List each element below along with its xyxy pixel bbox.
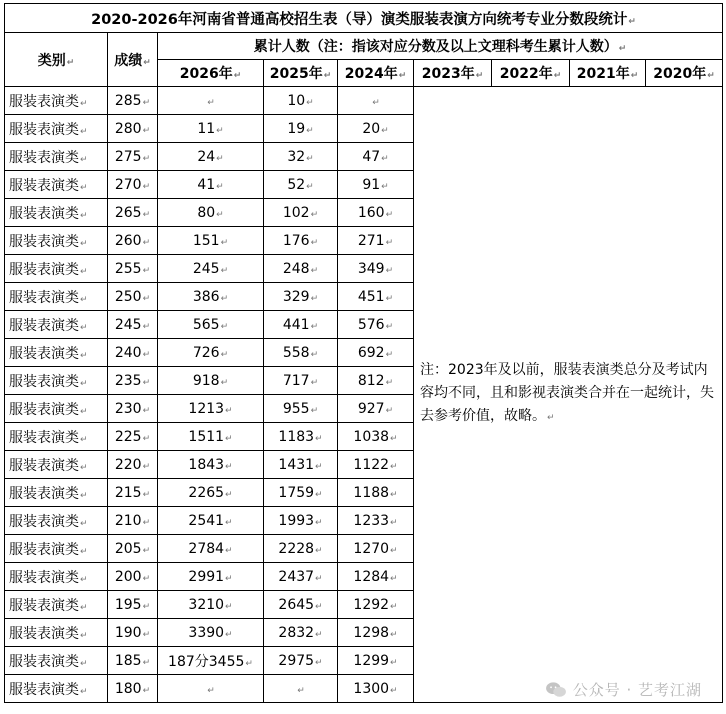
cell-score: 270↵ <box>108 171 158 199</box>
cell-2025: 19↵ <box>264 115 338 143</box>
cell-2024: 1122↵ <box>338 451 414 479</box>
cell-score: 190↵ <box>108 619 158 647</box>
cell-category: 服装表演类↵ <box>5 227 108 255</box>
header-year-2020: 2020年↵ <box>646 60 723 87</box>
cell-2025: 717↵ <box>264 367 338 395</box>
cell-2025: 248↵ <box>264 255 338 283</box>
cell-score: 225↵ <box>108 423 158 451</box>
cell-2024: 1292↵ <box>338 591 414 619</box>
cell-2026: 918↵ <box>158 367 264 395</box>
cell-category: 服装表演类↵ <box>5 143 108 171</box>
cell-2025: 2832↵ <box>264 619 338 647</box>
cell-2024: 271↵ <box>338 227 414 255</box>
table-title: 2020-2026年河南省普通高校招生表（导）演类服装表演方向统考专业分数段统计↵ <box>5 4 723 33</box>
cell-score: 255↵ <box>108 255 158 283</box>
header-year-2026: 2026年↵ <box>158 60 264 87</box>
cell-2025: 1431↵ <box>264 451 338 479</box>
cell-2026: 2265↵ <box>158 479 264 507</box>
cell-score: 245↵ <box>108 311 158 339</box>
cell-2024: 1233↵ <box>338 507 414 535</box>
cell-2025: 102↵ <box>264 199 338 227</box>
cell-2025: 441↵ <box>264 311 338 339</box>
cell-score: 230↵ <box>108 395 158 423</box>
cell-category: 服装表演类↵ <box>5 311 108 339</box>
cell-score: 205↵ <box>108 535 158 563</box>
cell-category: 服装表演类↵ <box>5 451 108 479</box>
cell-2025: 1759↵ <box>264 479 338 507</box>
cell-2024: 692↵ <box>338 339 414 367</box>
cell-score: 285↵ <box>108 87 158 115</box>
cell-2024: 91↵ <box>338 171 414 199</box>
cell-2026: 187分3455↵ <box>158 647 264 675</box>
cell-2024: 47↵ <box>338 143 414 171</box>
cell-score: 250↵ <box>108 283 158 311</box>
header-year-2024: 2024年↵ <box>338 60 414 87</box>
cell-score: 265↵ <box>108 199 158 227</box>
cell-2026: 386↵ <box>158 283 264 311</box>
cell-2026: 2784↵ <box>158 535 264 563</box>
header-year-2022: 2022年↵ <box>492 60 570 87</box>
score-table <box>4 3 723 703</box>
cell-category: 服装表演类↵ <box>5 171 108 199</box>
cell-2026: 2541↵ <box>158 507 264 535</box>
cell-2026: 245↵ <box>158 255 264 283</box>
header-category: 类别↵ <box>5 33 108 87</box>
cell-2026: 3210↵ <box>158 591 264 619</box>
cell-score: 220↵ <box>108 451 158 479</box>
table-row <box>5 87 723 115</box>
cell-2024: 1299↵ <box>338 647 414 675</box>
cell-2024: 451↵ <box>338 283 414 311</box>
cell-category: 服装表演类↵ <box>5 423 108 451</box>
watermark <box>545 679 702 700</box>
cell-2025: 2228↵ <box>264 535 338 563</box>
cell-2026: 1213↵ <box>158 395 264 423</box>
cell-2024: 1188↵ <box>338 479 414 507</box>
cell-2024: 1038↵ <box>338 423 414 451</box>
cell-category: 服装表演类↵ <box>5 367 108 395</box>
header-year-2021: 2021年↵ <box>570 60 646 87</box>
cell-2025: 176↵ <box>264 227 338 255</box>
cell-2026: 24↵ <box>158 143 264 171</box>
cell-2026: ↵ <box>158 675 264 703</box>
cell-score: 180↵ <box>108 675 158 703</box>
cell-2026: 1843↵ <box>158 451 264 479</box>
cell-2025: 32↵ <box>264 143 338 171</box>
cell-2026: 1511↵ <box>158 423 264 451</box>
cell-2025: 1993↵ <box>264 507 338 535</box>
cell-category: 服装表演类↵ <box>5 395 108 423</box>
cell-score: 185↵ <box>108 647 158 675</box>
cell-2024: 1298↵ <box>338 619 414 647</box>
wechat-icon <box>545 681 567 699</box>
cell-2026: 2991↵ <box>158 563 264 591</box>
cell-2025: 955↵ <box>264 395 338 423</box>
cell-2025: ↵ <box>264 675 338 703</box>
cell-category: 服装表演类↵ <box>5 507 108 535</box>
cell-2025: 558↵ <box>264 339 338 367</box>
cell-2026: 726↵ <box>158 339 264 367</box>
cell-2024: 576↵ <box>338 311 414 339</box>
cell-2025: 52↵ <box>264 171 338 199</box>
cell-2024: 20↵ <box>338 115 414 143</box>
cell-score: 275↵ <box>108 143 158 171</box>
cell-category: 服装表演类↵ <box>5 115 108 143</box>
cell-score: 195↵ <box>108 591 158 619</box>
cell-2024: 927↵ <box>338 395 414 423</box>
note-cell: 注：2023年及以前，服装表演类总分及考试内容均不同，且和影视表演类合并在一起统计，失去参考价值，故略。↵ <box>414 87 723 703</box>
header-year-2023: 2023年↵ <box>414 60 492 87</box>
cell-2026: 41↵ <box>158 171 264 199</box>
cell-score: 200↵ <box>108 563 158 591</box>
cell-category: 服装表演类↵ <box>5 535 108 563</box>
cell-score: 260↵ <box>108 227 158 255</box>
cell-score: 280↵ <box>108 115 158 143</box>
header-cumulative: 累计人数（注：指该对应分数及以上文理科考生累计人数）↵ <box>158 33 723 60</box>
watermark-text: 公众号 · 艺考江湖 <box>572 681 702 699</box>
cell-score: 215↵ <box>108 479 158 507</box>
cell-category: 服装表演类↵ <box>5 339 108 367</box>
cell-category: 服装表演类↵ <box>5 87 108 115</box>
cell-2025: 329↵ <box>264 283 338 311</box>
cell-score: 235↵ <box>108 367 158 395</box>
cell-category: 服装表演类↵ <box>5 675 108 703</box>
cell-2024: 349↵ <box>338 255 414 283</box>
cell-score: 240↵ <box>108 339 158 367</box>
cell-2025: 2645↵ <box>264 591 338 619</box>
cell-category: 服装表演类↵ <box>5 591 108 619</box>
cell-category: 服装表演类↵ <box>5 619 108 647</box>
header-year-2025: 2025年↵ <box>264 60 338 87</box>
cell-category: 服装表演类↵ <box>5 563 108 591</box>
cell-2026: 151↵ <box>158 227 264 255</box>
cell-2026: 3390↵ <box>158 619 264 647</box>
cell-2024: 812↵ <box>338 367 414 395</box>
cell-2024: 1284↵ <box>338 563 414 591</box>
cell-category: 服装表演类↵ <box>5 199 108 227</box>
header-score: 成绩↵ <box>108 33 158 87</box>
cell-2025: 2975↵ <box>264 647 338 675</box>
cell-category: 服装表演类↵ <box>5 283 108 311</box>
cell-category: 服装表演类↵ <box>5 255 108 283</box>
cell-2024: ↵ <box>338 87 414 115</box>
cell-category: 服装表演类↵ <box>5 479 108 507</box>
cell-2025: 10↵ <box>264 87 338 115</box>
cell-2025: 2437↵ <box>264 563 338 591</box>
cell-2024: 1270↵ <box>338 535 414 563</box>
cell-2026: 565↵ <box>158 311 264 339</box>
cell-category: 服装表演类↵ <box>5 647 108 675</box>
cell-2024: 160↵ <box>338 199 414 227</box>
cell-score: 210↵ <box>108 507 158 535</box>
cell-2025: 1183↵ <box>264 423 338 451</box>
cell-2026: 80↵ <box>158 199 264 227</box>
cell-2024: 1300↵ <box>338 675 414 703</box>
cell-2026: 11↵ <box>158 115 264 143</box>
cell-2026: ↵ <box>158 87 264 115</box>
